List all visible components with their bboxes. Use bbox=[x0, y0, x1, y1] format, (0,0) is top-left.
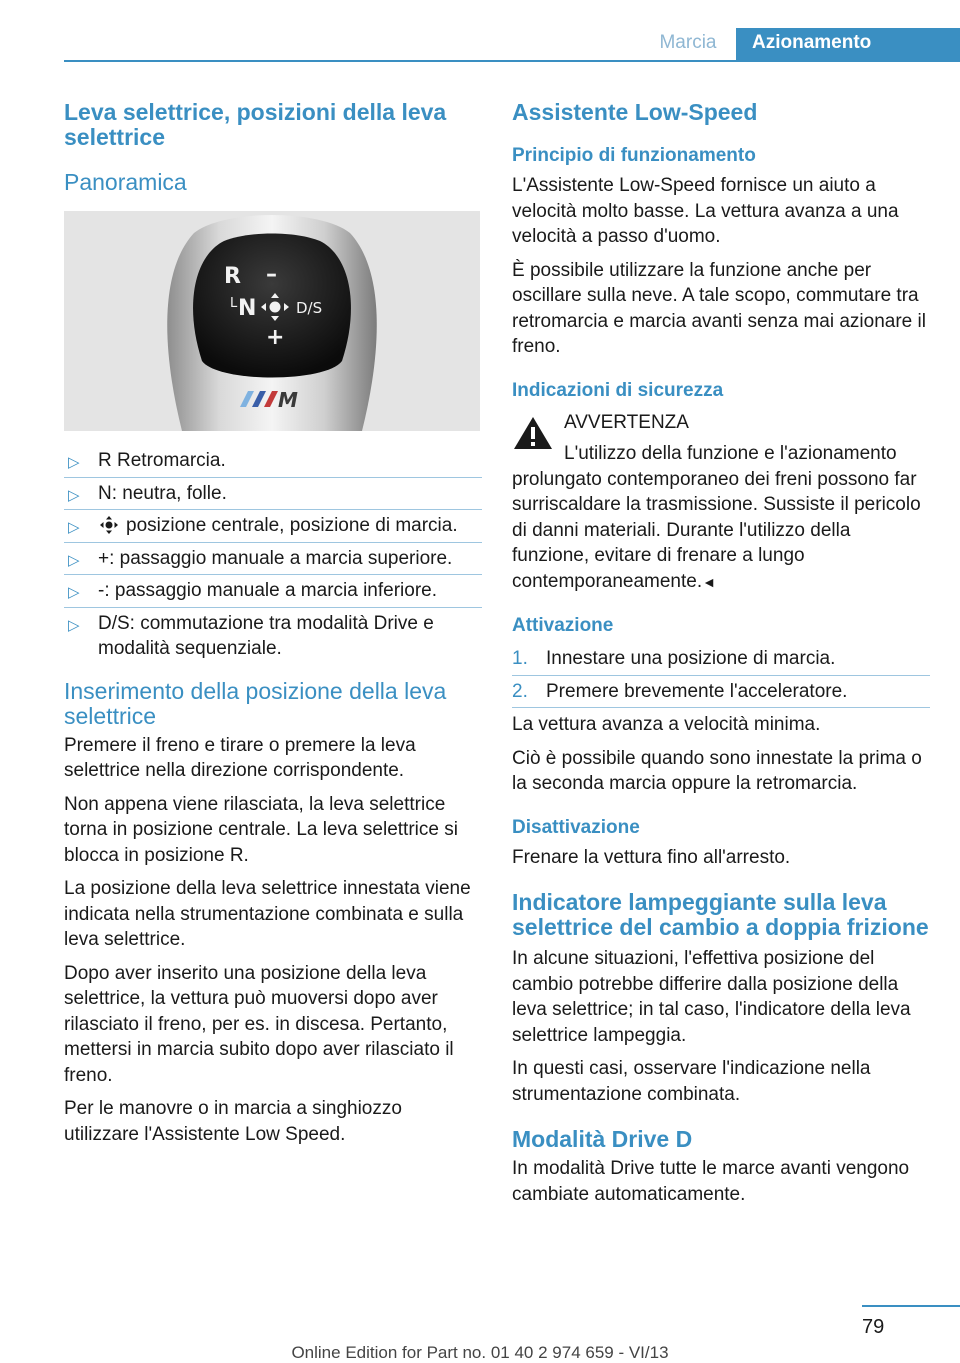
triangle-bullet-icon: ▷ bbox=[68, 584, 80, 601]
overview-heading: Panoramica bbox=[64, 169, 187, 195]
paragraph: L'Assistente Low-Speed fornisce un aiuto a velocità molto basse. La vettura avanza a una velocità a passo d'uomo. bbox=[512, 175, 899, 247]
list-item: 2. Premere brevemente l'acceleratore. bbox=[512, 676, 930, 709]
paragraph: In alcune situazioni, l'effettiva posizione del cambio potrebbe differire dalla posizione della leva selettrice; in tal caso, l'indicatore della leva selettrice lampeggia. bbox=[512, 948, 911, 1046]
knob-label-ds: D/S bbox=[296, 299, 323, 317]
triangle-bullet-icon: ▷ bbox=[68, 454, 80, 471]
knob-label-r: R bbox=[224, 264, 241, 289]
principle-heading: Principio di funzionamento bbox=[512, 145, 756, 166]
gear-lever-photo bbox=[64, 211, 480, 431]
list-item: ▷ R Retromarcia. bbox=[64, 445, 482, 478]
header-section: Marcia bbox=[659, 32, 717, 53]
paragraph: La vettura avanza a velocità minima. bbox=[512, 714, 821, 735]
paragraph: Frenare la vettura fino all'arresto. bbox=[512, 846, 791, 868]
list-item: ▷ posizione centrale, posizione di marcia. bbox=[64, 510, 482, 543]
indicator-heading: Indicatore lampeggiante sulla leva selettrice del cambio a doppia frizione bbox=[512, 889, 929, 940]
right-column bbox=[512, 100, 930, 1207]
low-speed-title: Assistente Low-Speed bbox=[512, 99, 758, 125]
warning-label: AVVERTENZA bbox=[564, 411, 689, 433]
edition-footer: Online Edition for Part no. 01 40 2 974 659 - VI/13 bbox=[291, 1343, 669, 1362]
list-item: ▷ D/S: commutazione tra modalità Drive e modalità sequenziale. bbox=[68, 612, 434, 659]
page-number: 79 bbox=[862, 1316, 885, 1338]
drive-mode-heading: Modalità Drive D bbox=[512, 1126, 693, 1152]
knob-label-n: N bbox=[238, 296, 257, 321]
activation-steps bbox=[512, 643, 930, 708]
knob-label-minus: – bbox=[266, 262, 277, 287]
triangle-bullet-icon: ▷ bbox=[68, 486, 80, 504]
paragraph: In questi casi, osservare l'indicazione nella strumentazione combinata. bbox=[512, 1058, 871, 1105]
m-logo-letter: M bbox=[278, 388, 298, 412]
paragraph: Ciò è possibile quando sono innestate la prima o la seconda marcia oppure la retromarcia. bbox=[512, 747, 922, 794]
header-chapter: Azionamento bbox=[736, 28, 960, 62]
end-mark-icon: ◄ bbox=[702, 573, 716, 590]
paragraph: Per le manovre o in marcia a singhiozzo utilizzare l'Assistente Low Speed. bbox=[64, 1098, 402, 1145]
list-item: ▷ +: passaggio manuale a marcia superiore. bbox=[64, 543, 482, 576]
activation-heading: Attivazione bbox=[512, 615, 614, 636]
left-column bbox=[64, 100, 482, 1147]
center-position-icon bbox=[98, 516, 120, 534]
warning-block bbox=[512, 410, 930, 596]
triangle-bullet-icon: ▷ bbox=[68, 551, 80, 569]
paragraph: In modalità Drive tutte le marce avanti vengono cambiate automaticamente. bbox=[512, 1158, 910, 1205]
warning-text: L'utilizzo della funzione e l'azionamento prolungato contemporaneo dei freni possono far surriscaldare la trasmissione. Sussiste il pericolo di danni materiali. Durante l'utilizzo della funzione, evitare di frenare a lungo contemporaneamente.◄ bbox=[512, 443, 921, 592]
header-rule bbox=[64, 60, 960, 62]
knob-label-plus: + bbox=[266, 325, 285, 350]
list-item: ▷ N: neutra, folle. bbox=[64, 478, 482, 511]
triangle-bullet-icon: ▷ bbox=[68, 616, 80, 634]
safety-heading: Indicazioni di sicurezza bbox=[512, 379, 724, 401]
list-item: 1. Innestare una posizione di marcia. bbox=[512, 643, 930, 676]
triangle-bullet-icon: ▷ bbox=[68, 519, 80, 536]
paragraph: È possibile utilizzare la funzione anche per oscillare sulla neve. A tale scopo, commutare tra retromarcia e marcia avanti senza mai azionare il freno. bbox=[512, 259, 926, 357]
paragraph: Premere il freno e tirare o premere la leva selettrice nella direzione corrispondente. bbox=[64, 734, 416, 781]
gear-knob-illustration bbox=[64, 211, 480, 431]
section-title: Leva selettrice, posizioni della leva selettrice bbox=[64, 99, 447, 150]
paragraph: La posizione della leva selettrice innestata viene indicata nella strumentazione combinata e sulla leva selettrice. bbox=[64, 878, 471, 950]
insert-heading: Inserimento della posizione della leva selettrice bbox=[64, 677, 447, 729]
warning-triangle-icon bbox=[512, 414, 554, 452]
paragraph: Dopo aver inserito una posizione della leva selettrice, la vettura può muoversi dopo aver rilasciato il freno, per es. in discesa. Pertanto, mettersi in marcia subito dopo aver rilasciato il freno. bbox=[64, 962, 454, 1086]
knob-label-l: L bbox=[230, 296, 238, 311]
list-item: ▷ -: passaggio manuale a marcia inferiore. bbox=[64, 575, 482, 608]
deactivation-heading: Disattivazione bbox=[512, 816, 640, 838]
gear-position-list bbox=[64, 445, 482, 665]
paragraph: Non appena viene rilasciata, la leva selettrice torna in posizione centrale. La leva selettrice si blocca in posizione R. bbox=[64, 793, 458, 866]
footer-rule bbox=[862, 1305, 960, 1307]
